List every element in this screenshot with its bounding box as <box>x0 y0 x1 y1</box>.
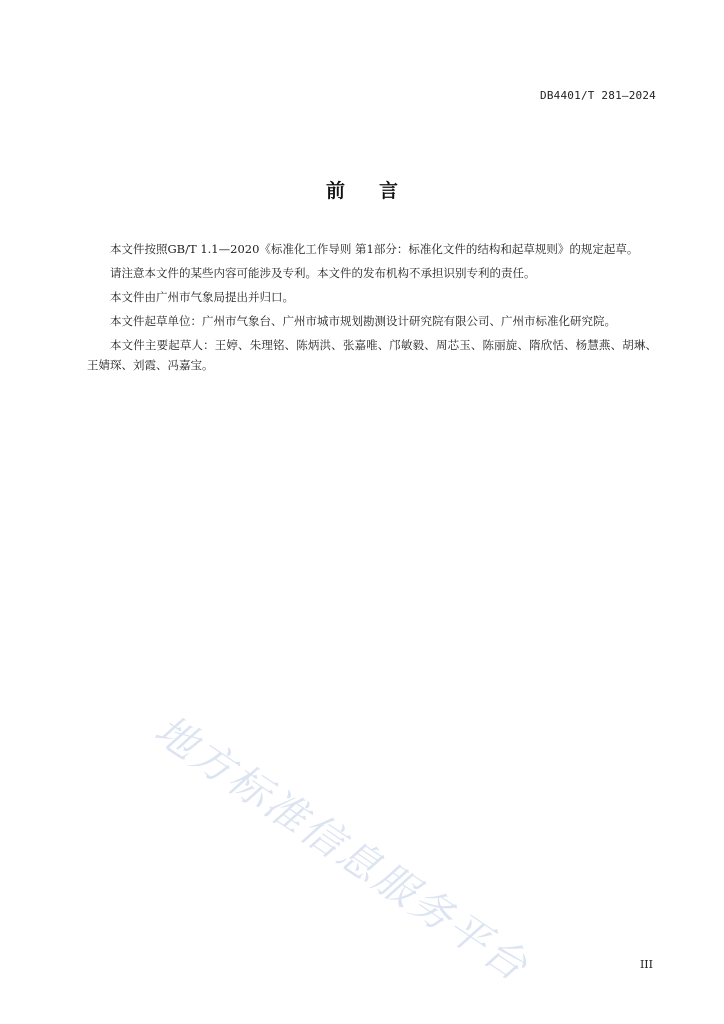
page-number: III <box>639 958 653 971</box>
watermark-text: 地方标准信息服务平台 <box>146 705 538 992</box>
page-title: 前言 <box>325 180 432 202</box>
standard-number: DB4401/T 281—2024 <box>540 89 656 102</box>
foreword-body <box>87 239 657 379</box>
paragraph-drafting-units: 本文件起草单位：广州市气象台、广州市城市规划勘测设计研究院有限公司、广州市标准化研究院。 <box>110 314 616 328</box>
paragraph-patent-notice: 请注意本文件的某些内容可能涉及专利。本文件的发布机构不承担识别专利的责任。 <box>110 266 536 280</box>
paragraph-proposer: 本文件由广州市气象局提出并归口。 <box>110 290 294 304</box>
paragraph-drafters: 本文件主要起草人：王婷、朱理铭、陈炳洪、张嘉唯、邝敏毅、周芯玉、陈丽旋、隋欣恬、杨慧燕、胡琳、王婧琛、刘霞、冯嘉宝。 <box>87 338 657 372</box>
paragraph-drafting-rules: 本文件按照GB/T 1.1—2020《标准化工作导则 第1部分：标准化文件的结构和起草规则》的规定起草。 <box>110 242 639 256</box>
